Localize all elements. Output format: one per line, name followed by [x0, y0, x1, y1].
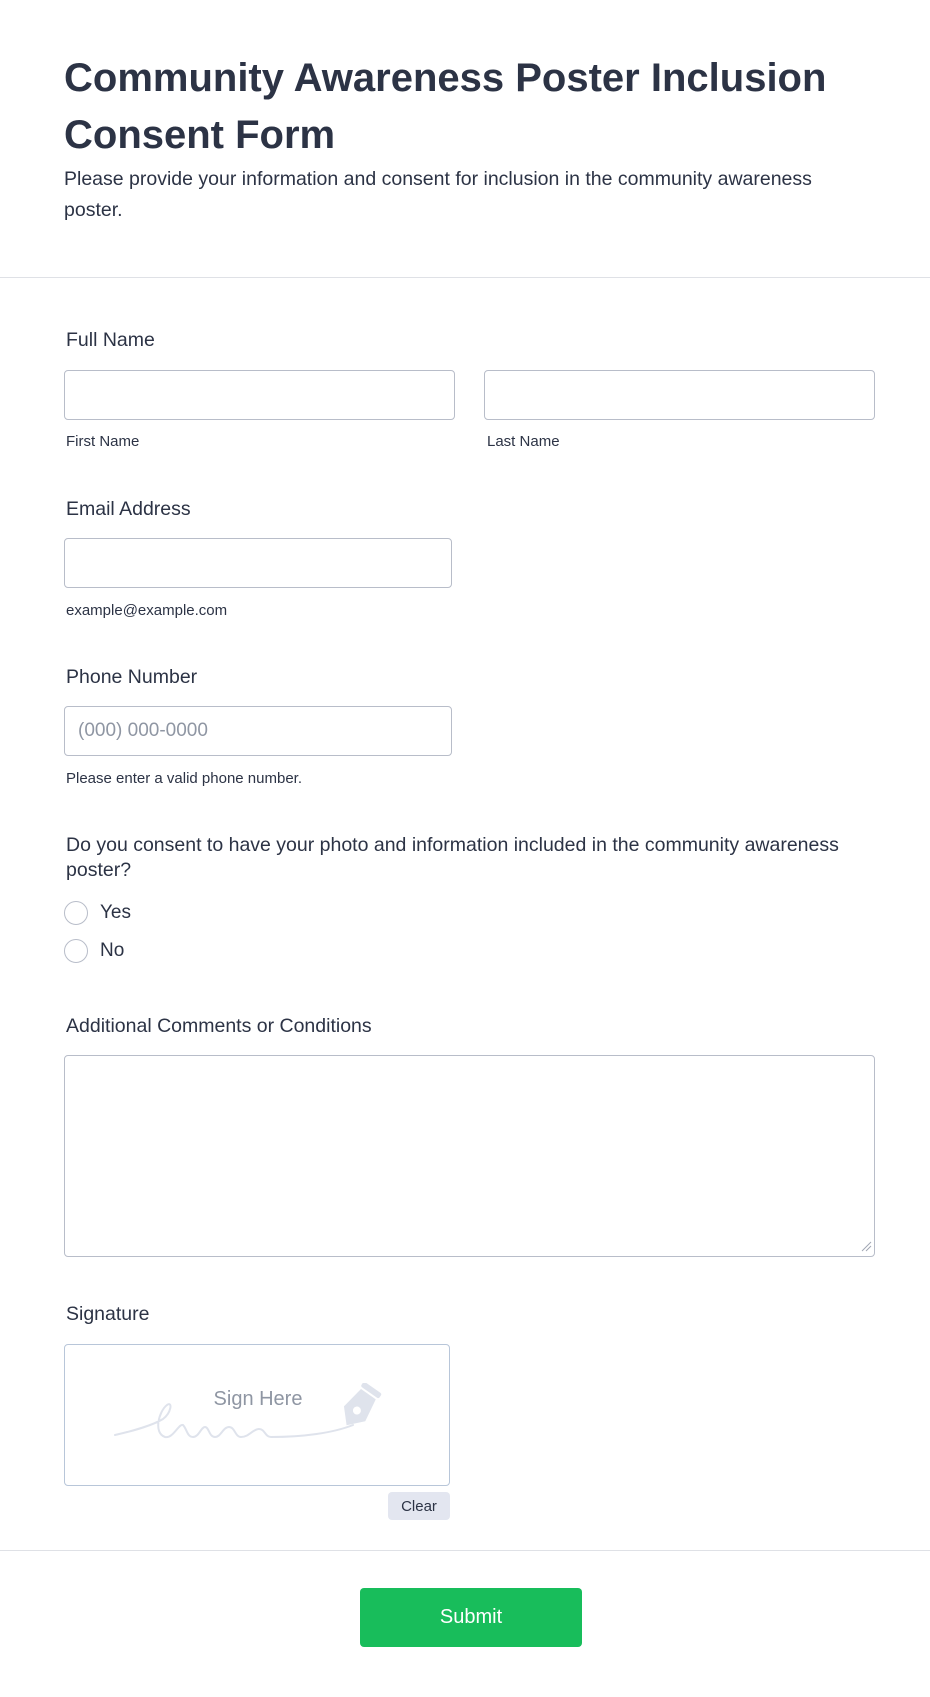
footer-divider: [0, 1550, 930, 1551]
consent-option-yes[interactable]: [64, 900, 131, 926]
signature-pen-icon: [113, 1383, 403, 1443]
comments-textarea[interactable]: [64, 1055, 875, 1257]
signature-placeholder: Sign Here: [213, 1388, 303, 1410]
page-subtitle: Please provide your information and consent for inclusion in the community awareness poster.: [64, 168, 812, 221]
consent-option-no[interactable]: [64, 938, 124, 964]
clear-signature-button[interactable]: Clear: [388, 1492, 450, 1520]
last-name-input[interactable]: [484, 370, 875, 420]
page-title: Community Awareness Poster Inclusion Consent Form: [64, 56, 827, 157]
email-sublabel: example@example.com: [66, 602, 228, 619]
consent-question: Do you consent to have your photo and information included in the community awareness poster?: [66, 834, 839, 881]
form-header: [0, 0, 930, 278]
phone-input[interactable]: [64, 706, 452, 756]
resize-grip-icon[interactable]: [860, 1240, 872, 1252]
email-label: Email Address: [66, 498, 191, 520]
phone-sublabel: Please enter a valid phone number.: [66, 770, 302, 787]
full-name-label: Full Name: [66, 329, 155, 351]
phone-label: Phone Number: [66, 666, 198, 688]
email-input[interactable]: [64, 538, 452, 588]
first-name-input[interactable]: [64, 370, 455, 420]
radio-button-no[interactable]: [64, 939, 88, 963]
comments-label: Additional Comments or Conditions: [66, 1015, 372, 1037]
radio-button-yes[interactable]: [64, 901, 88, 925]
signature-pad[interactable]: [64, 1344, 450, 1486]
submit-button[interactable]: Submit: [360, 1588, 582, 1647]
last-name-sublabel: Last Name: [487, 433, 560, 450]
first-name-sublabel: First Name: [66, 433, 140, 450]
radio-label-yes: Yes: [100, 902, 131, 923]
signature-label: Signature: [66, 1303, 150, 1325]
radio-label-no: No: [100, 940, 125, 961]
